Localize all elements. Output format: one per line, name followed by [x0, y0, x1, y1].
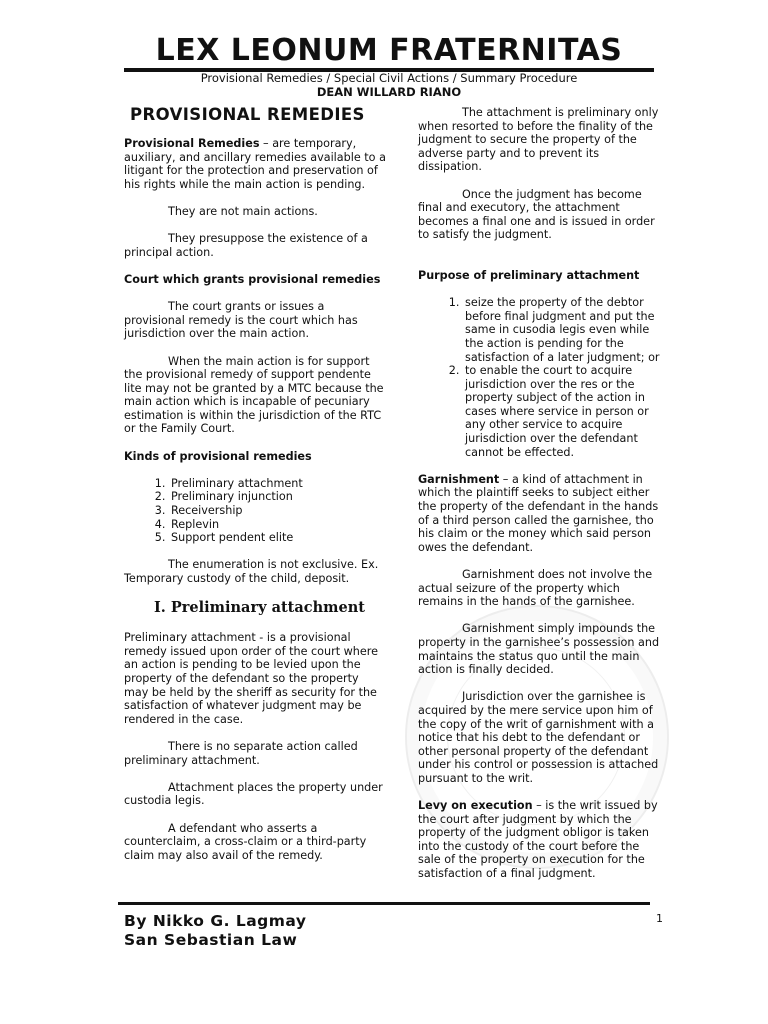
levy-text: – is the writ issued by the court after judgment by which the property of the judgment obligor is taken into the custody of the court before the sale of the property on execution for the satisfaction of a final judgment. — [418, 799, 658, 881]
purpose-list — [418, 296, 664, 459]
paragraph: A defendant who asserts a counterclaim, a cross-claim or a third-party claim may also avail of the remedy. — [124, 821, 367, 862]
list-item: 5. Support pendent elite — [169, 531, 386, 545]
right-column — [418, 106, 664, 894]
subheading: Kinds of provisional remedies — [124, 449, 312, 463]
paragraph: The court grants or issues a provisional remedy is the court which has jurisdiction over the main action. — [124, 300, 358, 341]
paragraph: Attachment places the property under custodia legis. — [124, 780, 383, 808]
paragraph: Once the judgment has become final and executory, the attachment becomes a final one and is issued in order to satisfy the judgment. — [418, 187, 655, 242]
definition-term: Provisional Remedies — [124, 137, 260, 150]
paragraph: Preliminary attachment - is a provisional remedy issued upon order of the court where an action is pending to be levied upon the property of the defendant so the property may be held by the sheriff as security for the satisfaction of whatever judgment may be rendered in the case. — [124, 631, 379, 726]
page-number: 1 — [656, 912, 663, 925]
paragraph: They are not main actions. — [168, 204, 318, 218]
footer-rule — [118, 902, 650, 905]
kinds-list — [124, 477, 386, 545]
subsection-title: I. Preliminary attachment — [154, 599, 365, 617]
footer-school: San Sebastian Law — [124, 931, 298, 949]
paragraph: The enumeration is not exclusive. Ex. Temporary custody of the child, deposit. — [124, 558, 379, 585]
list-item: 1. seize the property of the debtor before final judgment and put the same in cusodia legis even while the action is pending for the satisfaction of a later judgment; or — [463, 296, 664, 364]
paragraph: Jurisdiction over the garnishee is acquired by the mere service upon him of the copy of the writ of garnishment with a notice that his debt to the defendant or other personal property of the defendant under his control or possession is attached pursuant to the writ. — [418, 690, 659, 785]
garnishment-text: – a kind of attachment in which the plaintiff seeks to subject either the property of the defendant in the hands of a third person called the garnishee, tho his claim or the money which said person owes the defendant. — [418, 472, 659, 554]
garnishment-paragraph — [418, 473, 664, 555]
paragraph: Garnishment does not involve the actual seizure of the property which remains in the hands of the garnishee. — [418, 568, 653, 609]
paragraph: They presuppose the existence of a principal action. — [124, 232, 368, 259]
paragraph: The attachment is preliminary only when resorted to before the finality of the judgment to secure the property of the adverse party and to prevent its dissipation. — [418, 106, 659, 174]
paragraph: When the main action is for support the provisional remedy of support pendente lite may not be granted by a MTC because the main action which is incapable of pecuniary estimation is within the jurisdiction of the RTC or the Family Court. — [124, 354, 384, 436]
paragraph: Garnishment simply impounds the property in the garnishee’s possession and maintains the status quo until the main action is finally decided. — [418, 622, 660, 677]
footer-author: By Nikko G. Lagmay — [124, 912, 307, 930]
page-header-title: LEX LEONUM FRATERNITAS — [124, 34, 654, 72]
subheading: Purpose of preliminary attachment — [418, 268, 640, 282]
levy-paragraph — [418, 799, 664, 881]
list-item: 1. Preliminary attachment — [169, 477, 386, 491]
subheading: Court which grants provisional remedies — [124, 272, 381, 286]
garnishment-term: Garnishment — [418, 472, 500, 486]
definition-paragraph — [124, 137, 386, 191]
paragraph: There is no separate action called preliminary attachment. — [124, 739, 358, 767]
list-item: 2. Preliminary injunction — [169, 490, 386, 504]
page-header-author: DEAN WILLARD RIANO — [316, 85, 462, 99]
definition-text: – are temporary, auxiliary, and ancillary remedies available to a litigant for the protection and preservation of his rights while the main action is pending. — [124, 137, 386, 191]
list-item: 2. to enable the court to acquire jurisdiction over the res or the property subject of the action in cases where service in person or any other service to acquire jurisdiction over the defendant cannot be effected. — [463, 364, 664, 459]
section-title: PROVISIONAL REMEDIES — [130, 105, 365, 124]
page-header-subtitle: Provisional Remedies / Special Civil Actions / Summary Procedure — [200, 71, 578, 85]
levy-term: Levy on execution — [418, 799, 533, 813]
list-item: 4. Replevin — [169, 518, 386, 532]
list-item: 3. Receivership — [169, 504, 386, 518]
left-column — [124, 100, 386, 876]
